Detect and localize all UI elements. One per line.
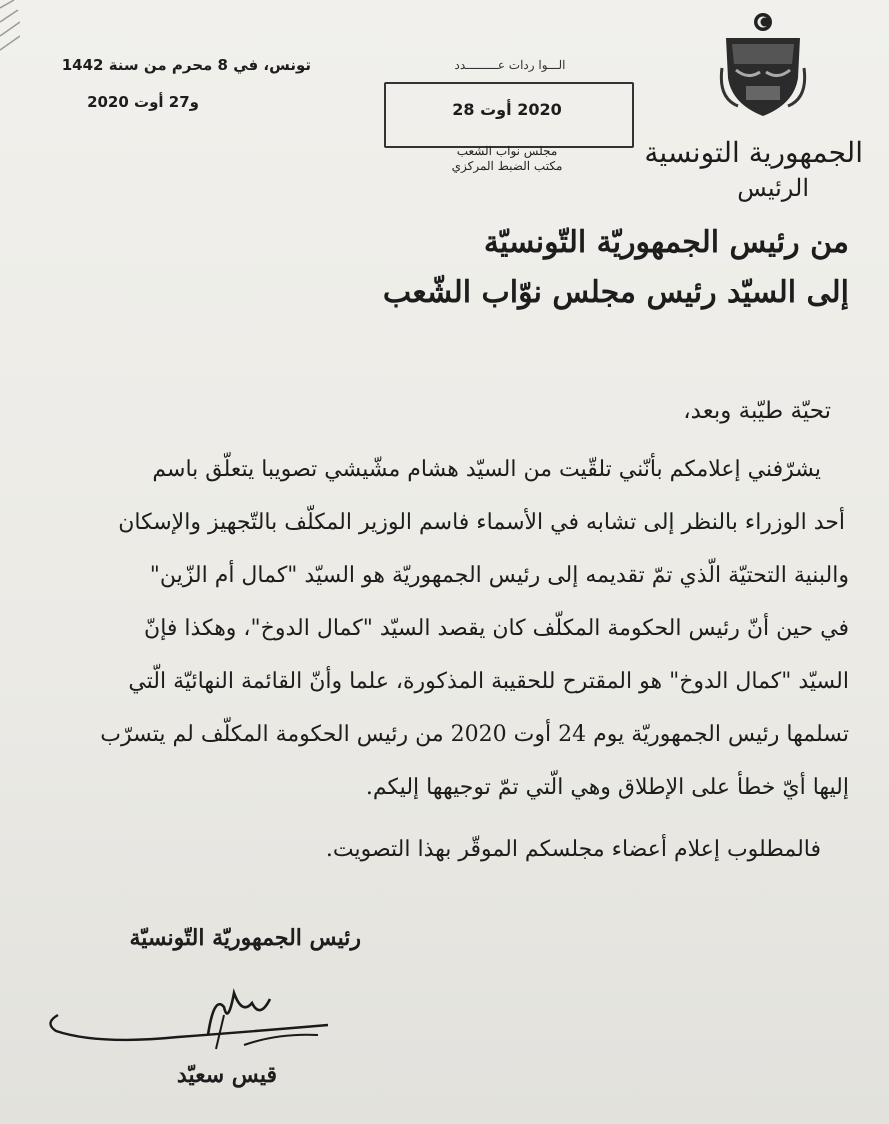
republic-heading: الجمهورية التونسية [644,136,863,169]
body-line: السيّد "كمال الدوخ" هو المقترح للحقيبة المذكورة، علما وأنّ القائمة النهائيّة الّتي [128,669,849,694]
president-heading: الرئيس [737,174,809,202]
stamp-office-line2: مكتب الضبط المركزي [451,159,563,173]
body-line: في حين أنّ رئيس الحكومة المكلّف كان يقصد السيّد "كمال الدوخ"، وهكذا فإنّ [144,616,849,641]
stamp-office-line1: مجلس نواب الشعب [456,144,558,158]
recipient-line: إلى السيّد رئيس مجلس نوّاب الشّعب [382,275,849,310]
stamp-office [384,144,630,174]
greeting: تحيّة طيّبة وبعد، [683,398,831,424]
sender-line: من رئيس الجمهوريّة التّونسيّة [483,225,849,260]
body-line: أحد الوزراء بالنظر إلى تشابه في الأسماء فاسم الوزير المكلّف بالتّجهيز والإسكان [118,510,845,535]
date-gregorian: و27 أوت 2020 [87,93,199,111]
body-line: تسلمها رئيس الجمهوريّة يوم 24 أوت 2020 من رئيس الحكومة المكلّف لم يتسرّب [100,722,849,747]
paper-edge-decoration [0,0,20,60]
tunisia-coat-of-arms-icon [718,8,808,120]
handwritten-signature [38,985,338,1065]
body-line: إليها أيّ خطأ على الإطلاق وهي الّتي تمّ توجيهها إليكم. [365,775,849,800]
stamp-incoming-label: الـــوا ردات عـــــــــدد [454,58,566,72]
signatory-title: رئيس الجمهوريّة التّونسيّة [129,925,361,951]
body-line: يشرّفني إعلامكم بأنّني تلقّيت من السيّد هشام مشّيشي تصويبا يتعلّق باسم [152,457,821,482]
body-line: والبنية التحتيّة الّذي تمّ تقديمه إلى رئيس الجمهوريّة هو السيّد "كمال أم الزّين" [149,563,849,588]
closing-request: فالمطلوب إعلام أعضاء مجلسكم الموقّر بهذا التصويت. [325,837,821,862]
signatory-name: قيس سعيّد [176,1062,277,1088]
stamp-date: 2020 أوت 28 [452,100,562,119]
date-hijri: تونس، في 8 محرم من سنة 1442 [61,56,311,74]
